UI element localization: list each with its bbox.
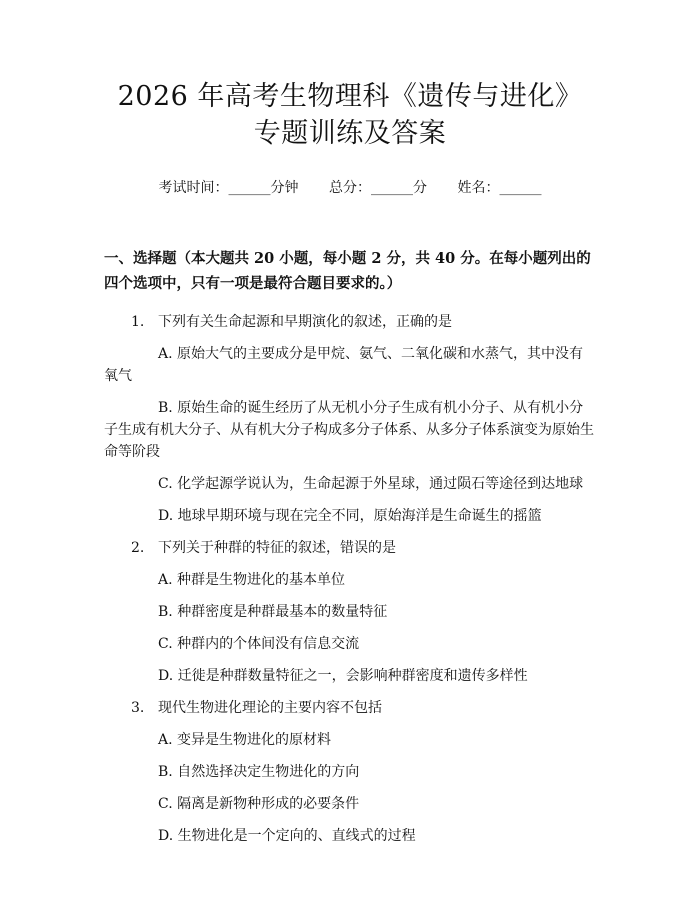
exam-time: 考试时间：______分钟 [158,180,299,196]
option-d: D. 地球早期环境与现在完全不同，原始海洋是生命诞生的摇篮 [158,508,542,524]
option-b: B. 种群密度是种群最基本的数量特征 [158,604,388,620]
question-3 [104,697,596,847]
option-d: D. 生物进化是一个定向的、直线式的过程 [158,828,416,844]
question-1 [104,311,596,527]
section-heading: 一、选择题（本大题共 20 小题，每小题 2 分，共 40 分。在每小题列出的四个选项中，只有一项是最符合题目要求的。） [104,250,591,292]
option-a: A. 种群是生物进化的基本单位 [158,572,346,588]
question-text: 下列关于种群的特征的叙述，错误的是 [158,540,396,556]
option-b: B. 原始生命的诞生经历了从无机小分子生成有机小分子、从有机小分子生成有机大分子、从有机大分子构成多分子体系、从多分子体系演变为原始生命等阶段 [104,400,594,460]
question-2 [104,537,596,687]
question-number: 2. [131,540,145,556]
question-stem [104,537,596,559]
exam-meta [104,178,596,198]
option-d: D. 迁徙是种群数量特征之一，会影响种群密度和遗传多样性 [158,668,528,684]
question-number: 3. [131,700,145,716]
question-text: 下列有关生命起源和早期演化的叙述，正确的是 [158,314,452,330]
option-b: B. 自然选择决定生物进化的方向 [158,764,360,780]
student-name: 姓名：______ [457,180,542,196]
option-c: C. 化学起源学说认为，生命起源于外星球，通过陨石等途径到达地球 [158,476,584,492]
option-c: C. 种群内的个体间没有信息交流 [158,636,360,652]
option-a: A. 原始大气的主要成分是甲烷、氨气、二氧化碳和水蒸气，其中没有氧气 [104,346,584,384]
option-c: C. 隔离是新物种形成的必要条件 [158,796,360,812]
document-title: 2026 年高考生物理科《遗传与进化》专题训练及答案 [117,81,583,149]
question-stem [104,697,596,719]
question-text: 现代生物进化理论的主要内容不包括 [158,700,382,716]
question-stem [104,311,596,333]
total-score: 总分：______分 [329,180,427,196]
question-number: 1. [131,314,145,330]
question-list [104,311,596,847]
option-a: A. 变异是生物进化的原材料 [158,732,332,748]
